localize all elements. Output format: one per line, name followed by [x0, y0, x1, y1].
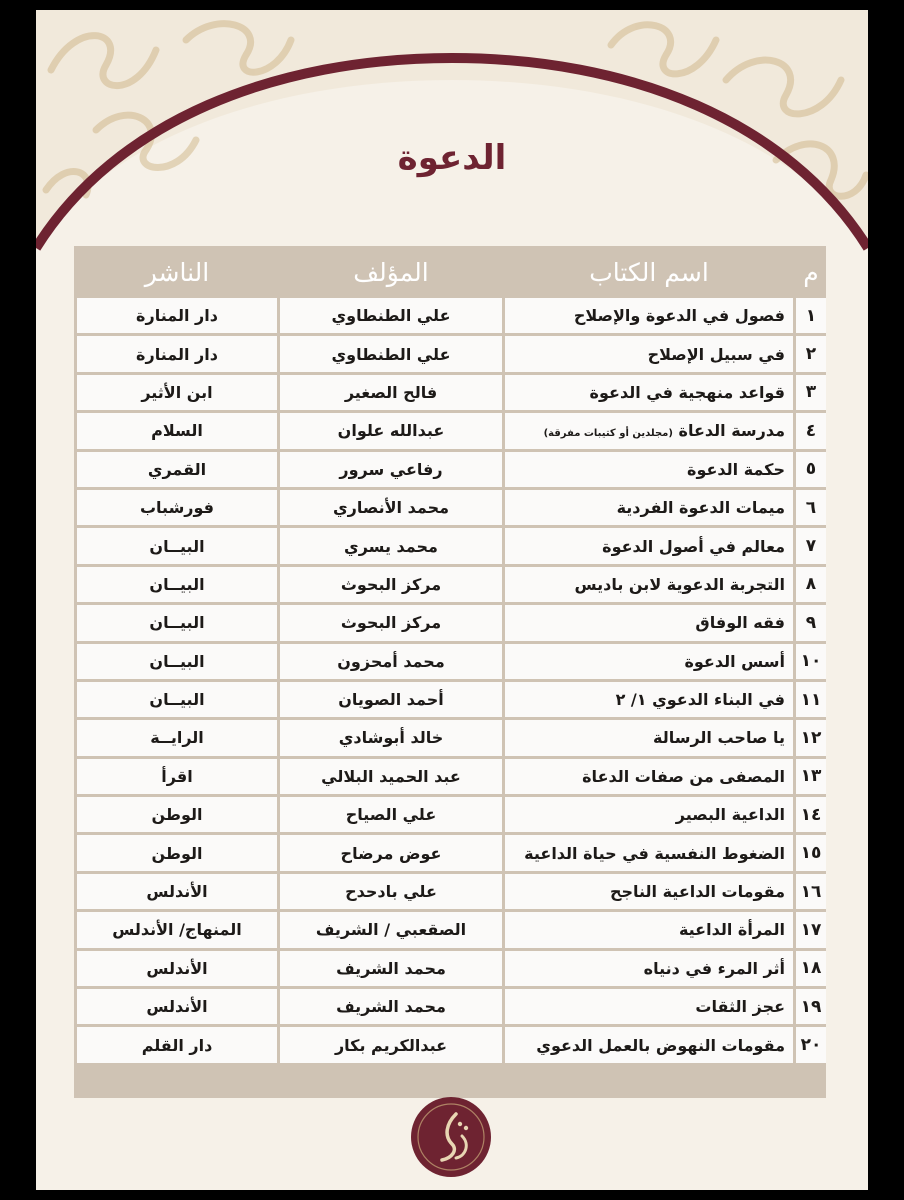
author-name — [280, 835, 502, 870]
table-row — [77, 644, 826, 679]
books-table — [74, 246, 829, 1066]
publisher-name — [77, 490, 277, 525]
row-number-text: ١٧ — [800, 919, 822, 940]
row-number-text: ٦ — [805, 497, 817, 518]
table-row — [77, 951, 826, 986]
publisher-name-text: الأندلس — [146, 882, 208, 902]
publisher-name — [77, 835, 277, 870]
publisher-name — [77, 528, 277, 563]
publisher-name-text: البيــان — [149, 574, 205, 594]
publisher-name — [77, 413, 277, 448]
book-title — [505, 413, 793, 448]
publisher-name — [77, 682, 277, 717]
row-number — [796, 951, 826, 986]
row-number-text: ٩ — [805, 612, 817, 633]
row-number-text: ١١ — [800, 689, 822, 710]
author-name — [280, 874, 502, 909]
row-number-text: ٣ — [805, 382, 817, 403]
book-title — [505, 375, 793, 410]
table-row — [77, 989, 826, 1024]
table-row — [77, 298, 826, 333]
author-name-text: فالح الصغير — [344, 382, 438, 402]
book-title-text: حكمة الدعوة — [687, 459, 785, 479]
row-number — [796, 490, 826, 525]
publisher-name — [77, 797, 277, 832]
publisher-name-text: الوطن — [151, 805, 203, 825]
row-number — [796, 452, 826, 487]
publisher-name — [77, 874, 277, 909]
table-row — [77, 413, 826, 448]
author-name-text: مركز البحوث — [340, 613, 442, 633]
book-title-text: أثر المرء في دنياه — [643, 958, 785, 978]
book-title-text: يا صاحب الرسالة — [653, 728, 785, 748]
book-title — [505, 528, 793, 563]
row-number — [796, 644, 826, 679]
author-name-text: محمد أمحزون — [337, 651, 445, 671]
table-row — [77, 605, 826, 640]
book-title-text: المصفى من صفات الدعاة — [582, 766, 785, 786]
book-title — [505, 490, 793, 525]
publisher-name — [77, 759, 277, 794]
book-title-text: المرأة الداعية — [678, 920, 785, 940]
row-number — [796, 759, 826, 794]
book-title — [505, 989, 793, 1024]
book-title-text: الداعية البصير — [675, 805, 785, 825]
row-number — [796, 989, 826, 1024]
publisher-name — [77, 951, 277, 986]
publisher-name-text: الوطن — [151, 843, 203, 863]
row-number-text: ٧ — [805, 536, 817, 557]
row-number — [796, 682, 826, 717]
author-name-text: محمد الشريف — [336, 958, 446, 978]
book-title — [505, 759, 793, 794]
publisher-name-text: دار المنارة — [136, 344, 218, 364]
row-number-text: ٢ — [805, 344, 817, 365]
table-row — [77, 874, 826, 909]
author-name-text: عبدالكريم بكار — [334, 1035, 448, 1055]
publisher-name-text: فورشباب — [139, 498, 215, 518]
table-row — [77, 682, 826, 717]
publisher-name-text: اقرأ — [161, 766, 193, 786]
table-row — [77, 912, 826, 947]
row-number — [796, 413, 826, 448]
row-number-text: ١٢ — [800, 727, 822, 748]
books-table-frame — [74, 246, 826, 1098]
book-title — [505, 644, 793, 679]
author-name-text: علي الطنطاوي — [331, 306, 451, 326]
row-number — [796, 874, 826, 909]
table-header-row — [77, 249, 826, 295]
header-publisher: الناشر — [77, 249, 277, 295]
row-number — [796, 298, 826, 333]
row-number — [796, 567, 826, 602]
table-row — [77, 452, 826, 487]
author-name — [280, 605, 502, 640]
publisher-name-text: البيــان — [149, 613, 205, 633]
row-number-text: ١٤ — [800, 804, 822, 825]
book-title-text: قواعد منهجية في الدعوة — [589, 382, 785, 402]
publisher-name-text: الأندلس — [146, 997, 208, 1017]
publisher-name — [77, 298, 277, 333]
book-title — [505, 336, 793, 371]
row-number — [796, 336, 826, 371]
publisher-name — [77, 720, 277, 755]
book-title-text: الضغوط النفسية في حياة الداعية — [524, 843, 785, 863]
book-title — [505, 1027, 793, 1062]
publisher-name — [77, 912, 277, 947]
author-name — [280, 528, 502, 563]
row-number-text: ١ — [805, 305, 817, 326]
author-name — [280, 682, 502, 717]
row-number — [796, 375, 826, 410]
author-name — [280, 1027, 502, 1062]
book-title-text: التجربة الدعوية لابن باديس — [574, 574, 785, 594]
row-number-text: ١٠ — [800, 651, 822, 672]
table-row — [77, 759, 826, 794]
row-number — [796, 605, 826, 640]
row-number — [796, 835, 826, 870]
author-name — [280, 759, 502, 794]
publisher-name — [77, 336, 277, 371]
row-number — [796, 1027, 826, 1062]
book-title-text: مدرسة الدعاة — [678, 421, 785, 441]
author-name — [280, 298, 502, 333]
author-name — [280, 490, 502, 525]
author-name-text: خالد أبوشادي — [338, 728, 444, 748]
book-title — [505, 835, 793, 870]
publisher-name — [77, 644, 277, 679]
row-number — [796, 797, 826, 832]
page-title: الدعوة — [397, 138, 507, 178]
header-number: م — [796, 249, 826, 295]
book-title-text: ميمات الدعوة الفردية — [616, 498, 785, 518]
author-name — [280, 336, 502, 371]
header-author: المؤلف — [280, 249, 502, 295]
table-row — [77, 567, 826, 602]
book-title-text: فصول في الدعوة والإصلاح — [573, 306, 785, 326]
publisher-name-text: القمري — [147, 459, 207, 479]
publisher-name-text: المنهاج/ الأندلس — [112, 920, 242, 940]
row-number — [796, 528, 826, 563]
publisher-name-text: الرايــة — [150, 728, 204, 748]
book-title — [505, 912, 793, 947]
book-title — [505, 567, 793, 602]
row-number-text: ١٥ — [800, 843, 822, 864]
publisher-name-text: دار القلم — [141, 1035, 213, 1055]
publisher-name-text: البيــان — [149, 651, 205, 671]
publisher-name-text: البيــان — [149, 690, 205, 710]
author-name — [280, 797, 502, 832]
book-title — [505, 720, 793, 755]
brand-logo — [410, 1096, 492, 1178]
author-name-text: مركز البحوث — [340, 574, 442, 594]
table-row — [77, 1027, 826, 1062]
publisher-name — [77, 605, 277, 640]
author-name — [280, 989, 502, 1024]
author-name — [280, 452, 502, 487]
table-body — [77, 298, 826, 1063]
header-book-name: اسم الكتاب — [505, 249, 793, 295]
publisher-name — [77, 989, 277, 1024]
author-name — [280, 413, 502, 448]
publisher-name — [77, 1027, 277, 1062]
publisher-name-text: البيــان — [149, 536, 205, 556]
book-title-text: فقه الوفاق — [695, 613, 785, 633]
table-row — [77, 528, 826, 563]
table-row — [77, 720, 826, 755]
author-name-text: أحمد الصويان — [338, 690, 444, 710]
row-number-text: ٢٠ — [800, 1035, 822, 1056]
author-name — [280, 951, 502, 986]
row-number-text: ١٦ — [800, 881, 822, 902]
author-name-text: علي بادحدح — [345, 882, 437, 902]
book-title-text: أسس الدعوة — [684, 651, 785, 671]
row-number — [796, 912, 826, 947]
book-title — [505, 605, 793, 640]
row-number — [796, 720, 826, 755]
book-title — [505, 452, 793, 487]
publisher-name-text: السلام — [151, 421, 203, 441]
book-title — [505, 874, 793, 909]
author-name-text: علي الصياح — [345, 805, 437, 825]
author-name-text: عبد الحميد البلالي — [321, 766, 461, 786]
author-name-text: عوض مرضاح — [340, 843, 442, 863]
book-title-text: في البناء الدعوي ١/ ٢ — [615, 690, 785, 710]
author-name-text: رفاعي سرور — [339, 459, 443, 479]
row-number-text: ٥ — [805, 459, 817, 480]
author-name-text: محمد الأنصاري — [332, 498, 450, 518]
author-name-text: محمد يسري — [344, 536, 438, 556]
row-number-text: ١٣ — [800, 766, 822, 787]
author-name-text: علي الطنطاوي — [331, 344, 451, 364]
book-title-text: معالم في أصول الدعوة — [602, 536, 785, 556]
book-title — [505, 951, 793, 986]
publisher-name-text: دار المنارة — [136, 306, 218, 326]
book-title-text: مقومات الداعية الناجح — [609, 882, 785, 902]
book-title-text: مقومات النهوض بالعمل الدعوي — [536, 1035, 785, 1055]
table-row — [77, 797, 826, 832]
table-row — [77, 336, 826, 371]
book-title — [505, 298, 793, 333]
publisher-name-text: الأندلس — [146, 958, 208, 978]
row-number-text: ٤ — [805, 420, 817, 441]
book-title-text: عجز الثقات — [695, 997, 785, 1017]
row-number-text: ١٩ — [800, 996, 822, 1017]
document-page — [36, 10, 868, 1190]
author-name — [280, 912, 502, 947]
author-name — [280, 375, 502, 410]
author-name-text: الصقعبي / الشريف — [315, 920, 467, 940]
author-name — [280, 644, 502, 679]
book-note: (مجلدين أو كتيبات مفرقة) — [543, 428, 673, 440]
publisher-name — [77, 567, 277, 602]
author-name-text: عبدالله علوان — [337, 421, 445, 441]
book-title — [505, 797, 793, 832]
publisher-name — [77, 452, 277, 487]
table-row — [77, 835, 826, 870]
row-number-text: ٨ — [805, 574, 817, 595]
author-name-text: محمد الشريف — [336, 997, 446, 1017]
author-name — [280, 720, 502, 755]
book-title-text: في سبيل الإصلاح — [647, 344, 785, 364]
table-row — [77, 375, 826, 410]
publisher-name — [77, 375, 277, 410]
book-title — [505, 682, 793, 717]
author-name — [280, 567, 502, 602]
row-number-text: ١٨ — [800, 958, 822, 979]
table-row — [77, 490, 826, 525]
publisher-name-text: ابن الأثير — [141, 382, 213, 402]
